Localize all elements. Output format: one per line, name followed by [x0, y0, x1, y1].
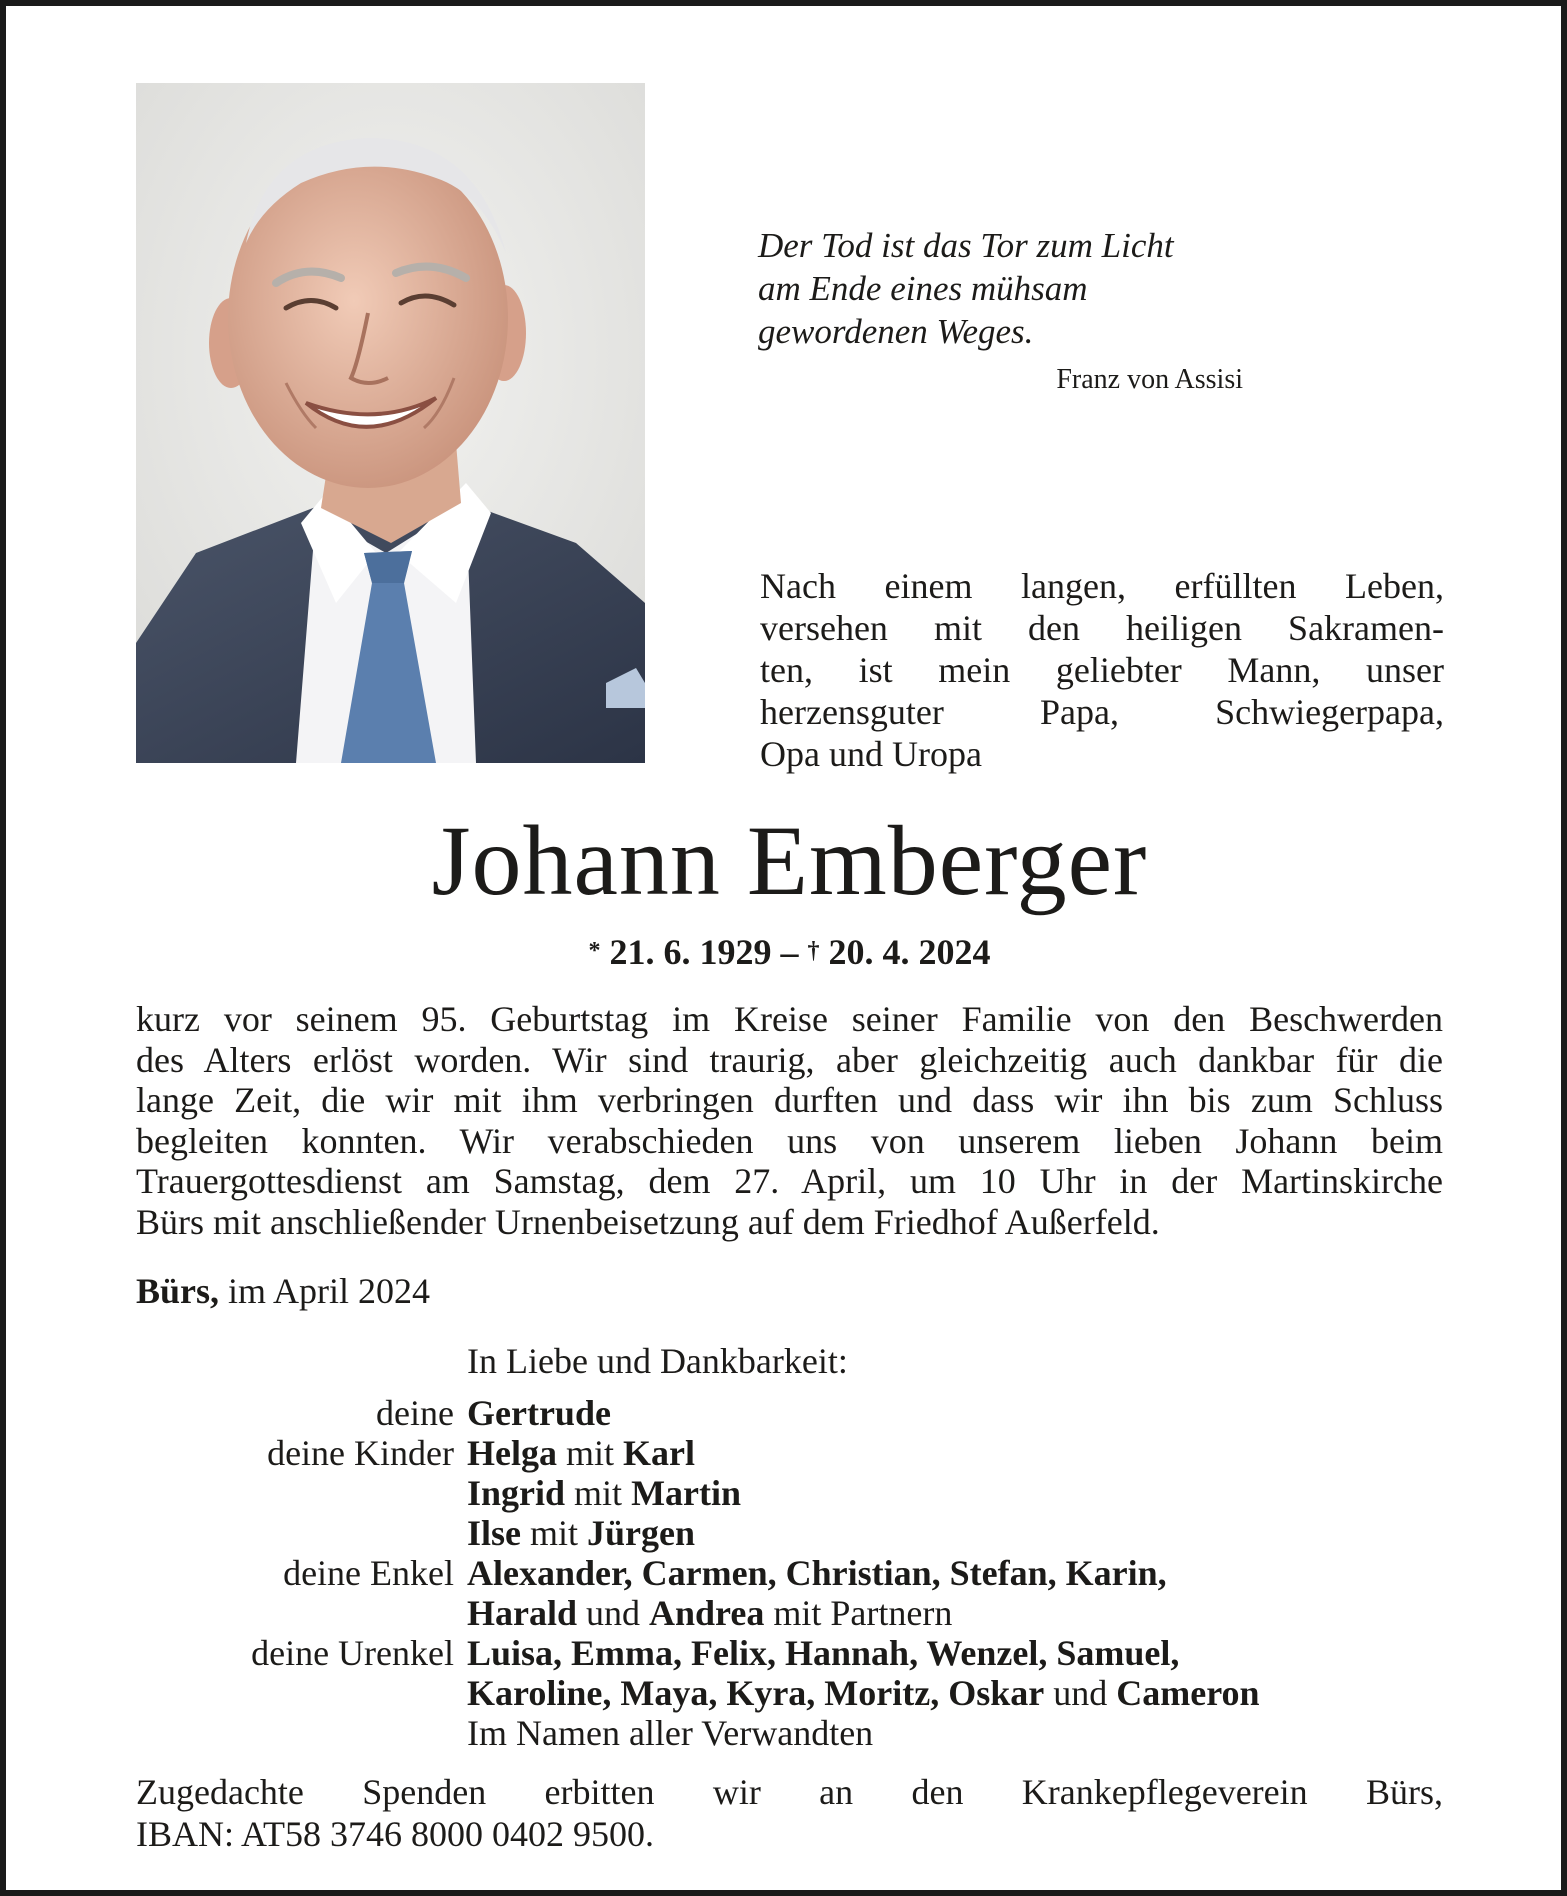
- greatgrandchildren-names: Karoline, Maya, Kyra, Moritz, Oskar: [467, 1673, 1045, 1713]
- child-name: Ilse: [467, 1513, 521, 1553]
- family-row-children: [136, 1513, 1443, 1553]
- family-row-greatgrandchildren: [136, 1673, 1443, 1713]
- quote: [758, 224, 1243, 353]
- body-line: lange Zeit, die wir mit ihm verbringen durften und dass wir ihn bis zum Schluss: [136, 1080, 1443, 1120]
- place-date: [136, 1270, 430, 1312]
- family-names: [467, 1433, 695, 1473]
- family-names: [467, 1593, 952, 1633]
- donation-line: Zugedachte Spenden erbitten wir an den Krankepflegeverein Bürs,: [136, 1772, 1443, 1812]
- child-name: Ingrid: [467, 1473, 566, 1513]
- portrait-photo: [136, 83, 645, 763]
- grandchild-name: Andrea: [649, 1593, 765, 1633]
- partner-name: Martin: [631, 1473, 742, 1513]
- birth-date: 21. 6. 1929: [609, 932, 772, 972]
- intro-text: [760, 565, 1444, 775]
- portrait-illustration: [136, 83, 645, 763]
- partner-name: Jürgen: [587, 1513, 696, 1553]
- quote-author: Franz von Assisi: [1056, 364, 1243, 395]
- intro-line: Opa und Uropa: [760, 734, 982, 774]
- family-label: deine Urenkel: [251, 1633, 454, 1673]
- family-names: [467, 1553, 1167, 1593]
- family-row-relatives: [136, 1713, 1443, 1753]
- family-row-greatgrandchildren: [136, 1633, 1443, 1673]
- relatives-text: Im Namen aller Verwandten: [467, 1713, 874, 1753]
- suffix-text: mit Partnern: [764, 1593, 953, 1633]
- family-names: [467, 1513, 695, 1553]
- death-mark: †: [807, 938, 820, 964]
- quote-line: Der Tod ist das Tor zum Licht: [758, 226, 1174, 265]
- quote-line: am Ende eines mühsam: [758, 269, 1088, 308]
- body-text: [136, 999, 1443, 1242]
- family-names: [467, 1393, 611, 1433]
- family-label: deine Kinder: [267, 1433, 454, 1473]
- conjunction: mit: [556, 1433, 623, 1473]
- conjunction: und: [1044, 1673, 1117, 1713]
- intro-line: Nach einem langen, erfüllten Leben,: [760, 566, 1444, 606]
- family-list: [136, 1393, 1443, 1753]
- conjunction: und: [577, 1593, 650, 1633]
- donation-note: [136, 1771, 1443, 1855]
- body-line: Bürs mit anschließender Urnenbeisetzung auf dem Friedhof Außerfeld.: [136, 1201, 1160, 1242]
- intro-line: herzensguter Papa, Schwiegerpapa,: [760, 692, 1444, 732]
- family-label: deine Enkel: [283, 1553, 454, 1593]
- quote-line: gewordenen Weges.: [758, 312, 1034, 351]
- donation-line: IBAN: AT58 3746 8000 0402 9500.: [136, 1814, 655, 1854]
- partner-name: Karl: [623, 1433, 695, 1473]
- child-name: Helga: [467, 1433, 557, 1473]
- family-names: [467, 1473, 741, 1513]
- wife-name: Gertrude: [467, 1393, 611, 1433]
- date-separator: –: [771, 932, 808, 972]
- birth-mark: *: [588, 938, 601, 964]
- family-row-children: [136, 1473, 1443, 1513]
- grandchildren-names: Alexander, Carmen, Christian, Stefan, Karin,: [467, 1553, 1167, 1593]
- body-line: begleiten konnten. Wir verabschieden uns von unserem lieben Johann beim: [136, 1120, 1443, 1161]
- intro-line: versehen mit den heiligen Sakramen-: [760, 608, 1444, 648]
- family-row-children: [136, 1433, 1443, 1473]
- deceased-name: Johann Emberger: [431, 805, 1148, 916]
- place: Bürs,: [136, 1271, 220, 1311]
- family-row-wife: [136, 1393, 1443, 1433]
- conjunction: mit: [565, 1473, 632, 1513]
- date: im April 2024: [219, 1271, 431, 1311]
- conjunction: mit: [521, 1513, 588, 1553]
- life-dates: [6, 930, 1567, 979]
- death-date: 20. 4. 2024: [828, 932, 991, 972]
- body-line: Trauergottesdienst am Samstag, dem 27. April, um 10 Uhr in der Martinskirche: [136, 1161, 1443, 1201]
- family-row-grandchildren: [136, 1553, 1443, 1593]
- intro-line: ten, ist mein geliebter Mann, unser: [760, 650, 1444, 690]
- body-line: des Alters erlöst worden. Wir sind traurig, aber gleichzeitig auch dankbar für die: [136, 1039, 1443, 1080]
- closing-line: In Liebe und Dankbarkeit:: [467, 1341, 848, 1381]
- family-names: [467, 1673, 1260, 1713]
- family-row-grandchildren: [136, 1593, 1443, 1633]
- family-names: [467, 1633, 1179, 1673]
- body-line: kurz vor seinem 95. Geburtstag im Kreise seiner Familie von den Beschwerden: [136, 999, 1443, 1039]
- family-label: deine: [376, 1393, 454, 1433]
- grandchild-name: Harald: [467, 1593, 578, 1633]
- greatgrandchild-name: Cameron: [1116, 1673, 1260, 1713]
- greatgrandchildren-names: Luisa, Emma, Felix, Hannah, Wenzel, Samuel,: [467, 1633, 1180, 1673]
